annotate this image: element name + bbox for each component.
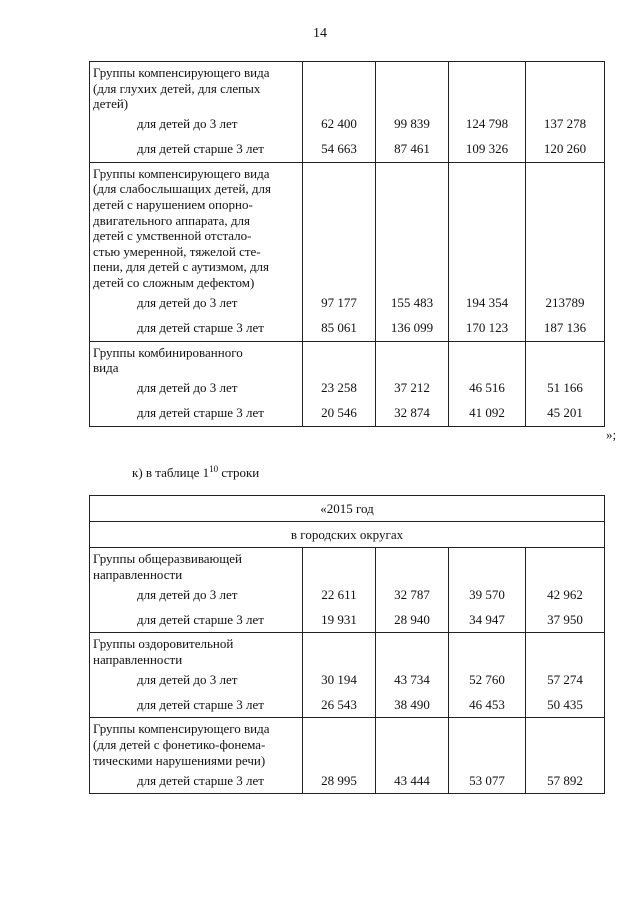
- group-title-line: (для глухих детей, для слепых: [93, 80, 261, 96]
- empty-cell: [303, 548, 376, 583]
- table-row: [90, 316, 605, 342]
- group-title-line: детей с нарушением опорно-: [93, 196, 253, 212]
- empty-cell: [376, 341, 449, 376]
- group-title-line: двигательного аппарата, для: [93, 212, 250, 228]
- group-title-line: вида: [93, 360, 119, 376]
- group-title-line: Группы оздоровительной: [93, 636, 234, 652]
- table-row: [90, 291, 605, 316]
- group-title-line: пени, для детей с аутизмом, для: [93, 259, 270, 275]
- instruction-superscript: 10: [209, 464, 219, 474]
- row-label: для детей до 3 лет: [90, 112, 303, 137]
- empty-cell: [303, 162, 376, 290]
- value-cell: 43 444: [376, 768, 449, 794]
- amendment-instruction: [132, 465, 259, 481]
- funding-table-2: [89, 495, 605, 794]
- group-title-line: детей со сложным дефектом): [93, 274, 255, 290]
- group-title-line: Группы компенсирующего вида: [93, 65, 270, 80]
- value-cell: 62 400: [303, 112, 376, 137]
- group-title-row: [90, 162, 605, 290]
- value-cell: 187 136: [526, 316, 605, 342]
- value-cell: 28 995: [303, 768, 376, 794]
- row-label: для детей до 3 лет: [90, 291, 303, 316]
- table-row: [90, 607, 605, 633]
- value-cell: 137 278: [526, 112, 605, 137]
- value-cell: 37 212: [376, 376, 449, 401]
- value-cell: 120 260: [526, 137, 605, 163]
- row-label: для детей старше 3 лет: [90, 692, 303, 718]
- value-cell: 23 258: [303, 376, 376, 401]
- group-title-line: стью умеренной, тяжелой сте-: [93, 243, 261, 259]
- value-cell: 57 274: [526, 667, 605, 692]
- group-title-line: детей с умственной отстало-: [93, 228, 252, 244]
- empty-cell: [376, 718, 449, 768]
- table-row: [90, 692, 605, 718]
- value-cell: 46 516: [449, 376, 526, 401]
- value-cell: 52 760: [449, 667, 526, 692]
- empty-cell: [303, 718, 376, 768]
- value-cell: 32 874: [376, 401, 449, 427]
- empty-cell: [303, 62, 376, 112]
- value-cell: 39 570: [449, 582, 526, 607]
- value-cell: 43 734: [376, 667, 449, 692]
- funding-table-2-body: [90, 496, 605, 794]
- value-cell: 28 940: [376, 607, 449, 633]
- empty-cell: [526, 341, 605, 376]
- empty-cell: [303, 341, 376, 376]
- table-row: [90, 401, 605, 427]
- empty-cell: [449, 548, 526, 583]
- group-title-row: [90, 633, 605, 668]
- empty-cell: [526, 162, 605, 290]
- value-cell: 20 546: [303, 401, 376, 427]
- value-cell: 41 092: [449, 401, 526, 427]
- value-cell: 22 611: [303, 582, 376, 607]
- row-label: для детей старше 3 лет: [90, 768, 303, 794]
- row-label: для детей старше 3 лет: [90, 401, 303, 427]
- instruction-text: к) в таблице 1: [132, 465, 210, 480]
- empty-cell: [449, 633, 526, 668]
- value-cell: 50 435: [526, 692, 605, 718]
- empty-cell: [449, 718, 526, 768]
- value-cell: 19 931: [303, 607, 376, 633]
- value-cell: 109 326: [449, 137, 526, 163]
- group-title-row: [90, 548, 605, 583]
- table-row: [90, 137, 605, 163]
- group-title-line: направленности: [93, 651, 183, 667]
- group-title: [90, 718, 303, 768]
- empty-cell: [376, 162, 449, 290]
- table-row: [90, 582, 605, 607]
- empty-cell: [526, 62, 605, 112]
- year-header: «2015 год: [90, 496, 605, 522]
- table-row: [90, 112, 605, 137]
- funding-table-1: [89, 61, 605, 427]
- group-title-line: Группы компенсирующего вида: [93, 721, 270, 737]
- group-title-row: [90, 62, 605, 112]
- instruction-suffix: строки: [218, 465, 260, 480]
- group-title-line: Группы общеразвивающей: [93, 551, 243, 566]
- empty-cell: [303, 633, 376, 668]
- table-row: [90, 768, 605, 794]
- value-cell: 30 194: [303, 667, 376, 692]
- value-cell: 155 483: [376, 291, 449, 316]
- empty-cell: [376, 62, 449, 112]
- empty-cell: [376, 548, 449, 583]
- group-title-line: тическими нарушениями речи): [93, 752, 266, 768]
- value-cell: 194 354: [449, 291, 526, 316]
- value-cell: 57 892: [526, 768, 605, 794]
- empty-cell: [449, 62, 526, 112]
- group-title-row: [90, 341, 605, 376]
- group-title-line: Группы компенсирующего вида: [93, 165, 270, 181]
- page-number: 14: [313, 26, 327, 41]
- empty-cell: [376, 633, 449, 668]
- value-cell: 136 099: [376, 316, 449, 342]
- value-cell: 51 166: [526, 376, 605, 401]
- empty-cell: [526, 718, 605, 768]
- empty-cell: [526, 633, 605, 668]
- value-cell: 53 077: [449, 768, 526, 794]
- region-header: в городских округах: [90, 522, 605, 548]
- group-title-line: (для детей с фонетико-фонема-: [93, 736, 266, 752]
- value-cell: 45 201: [526, 401, 605, 427]
- row-label: для детей старше 3 лет: [90, 137, 303, 163]
- value-cell: 87 461: [376, 137, 449, 163]
- group-title-line: направленности: [93, 566, 183, 582]
- value-cell: 97 177: [303, 291, 376, 316]
- value-cell: 124 798: [449, 112, 526, 137]
- value-cell: 85 061: [303, 316, 376, 342]
- value-cell: 42 962: [526, 582, 605, 607]
- value-cell: 213789: [526, 291, 605, 316]
- quote-end-mark: »;: [606, 427, 617, 442]
- value-cell: 170 123: [449, 316, 526, 342]
- group-title-line: Группы комбинированного: [93, 344, 243, 360]
- value-cell: 32 787: [376, 582, 449, 607]
- value-cell: 26 543: [303, 692, 376, 718]
- group-title-line: (для слабослышащих детей, для: [93, 181, 271, 197]
- row-label: для детей до 3 лет: [90, 582, 303, 607]
- value-cell: 38 490: [376, 692, 449, 718]
- value-cell: 99 839: [376, 112, 449, 137]
- group-title-row: [90, 718, 605, 768]
- value-cell: 46 453: [449, 692, 526, 718]
- row-label: для детей до 3 лет: [90, 667, 303, 692]
- group-title: [90, 341, 303, 376]
- table-row: [90, 376, 605, 401]
- value-cell: 54 663: [303, 137, 376, 163]
- row-label: для детей старше 3 лет: [90, 607, 303, 633]
- value-cell: 37 950: [526, 607, 605, 633]
- table-row: [90, 667, 605, 692]
- value-cell: 34 947: [449, 607, 526, 633]
- funding-table-1-body: [90, 62, 605, 427]
- group-title: [90, 162, 303, 290]
- group-title: [90, 548, 303, 583]
- empty-cell: [449, 341, 526, 376]
- group-title-line: детей): [93, 96, 129, 112]
- row-label: для детей старше 3 лет: [90, 316, 303, 342]
- group-title: [90, 62, 303, 112]
- row-label: для детей до 3 лет: [90, 376, 303, 401]
- empty-cell: [449, 162, 526, 290]
- group-title: [90, 633, 303, 668]
- empty-cell: [526, 548, 605, 583]
